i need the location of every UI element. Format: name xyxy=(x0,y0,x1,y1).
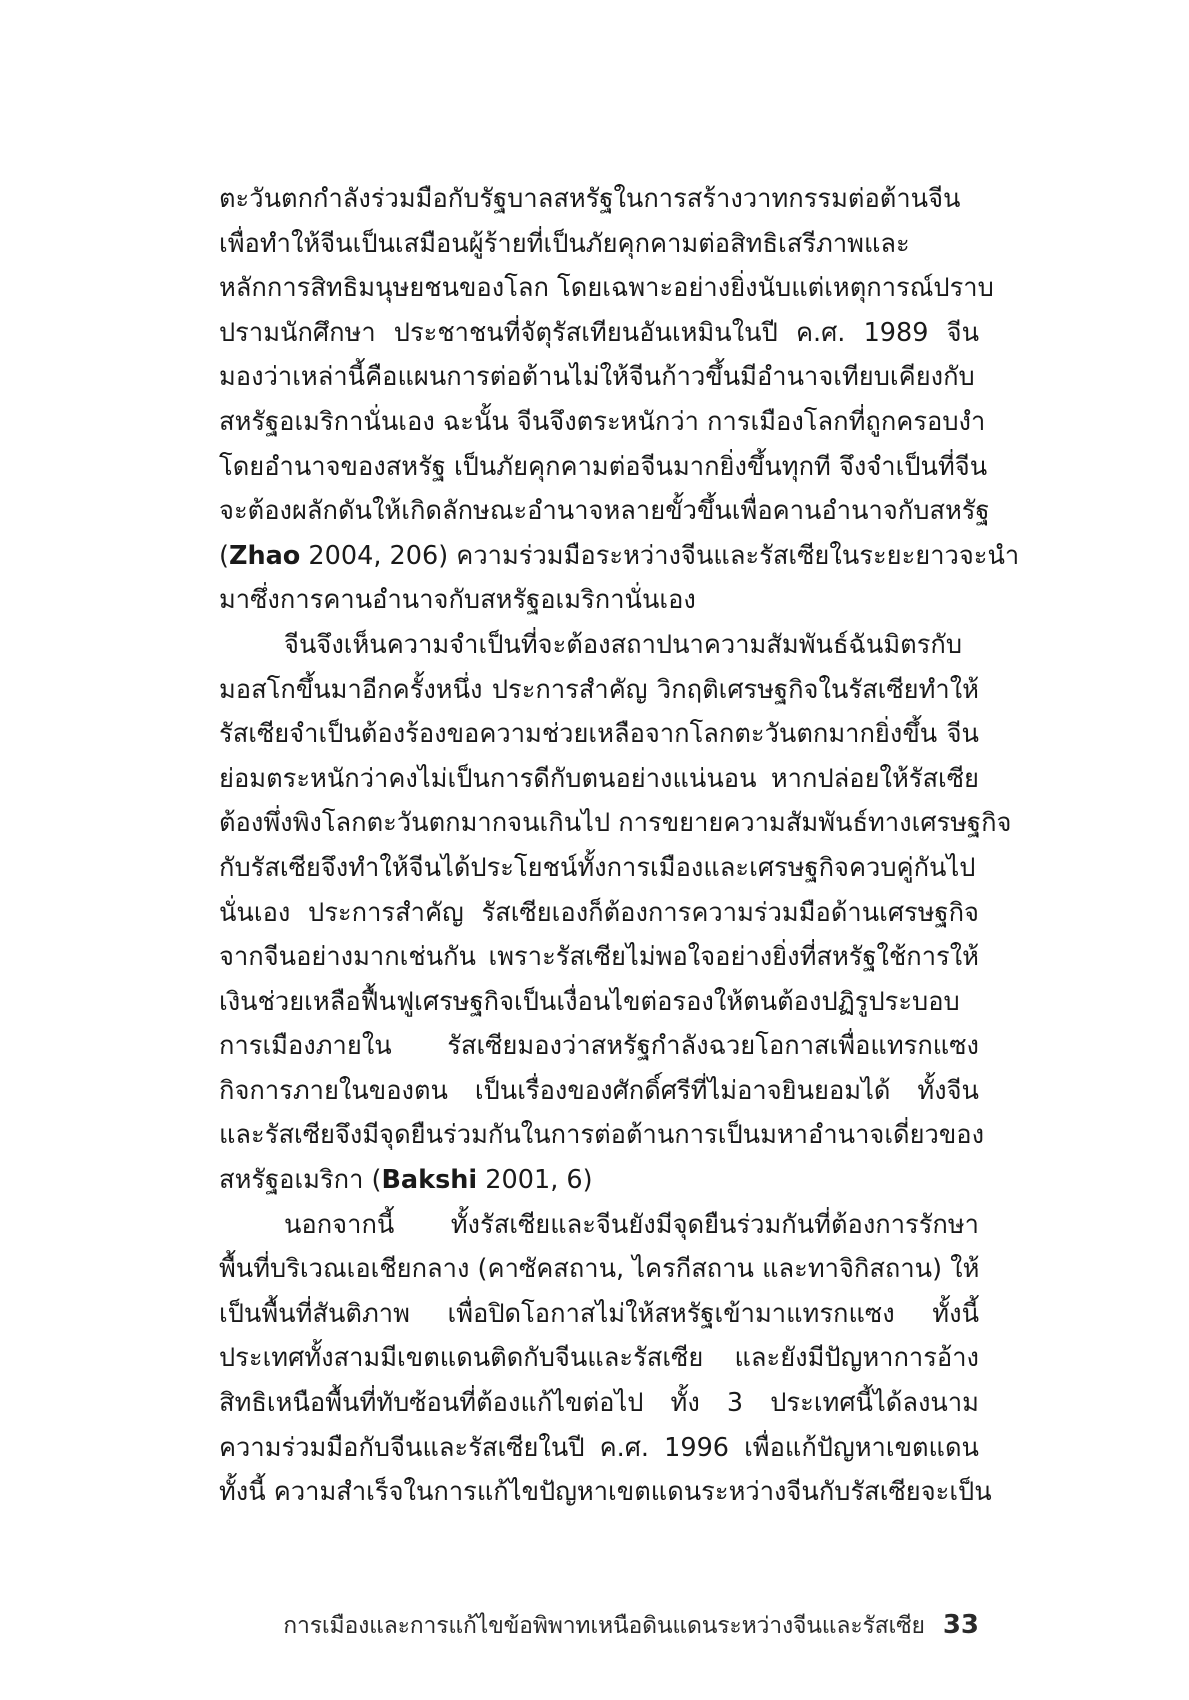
text-line xyxy=(219,578,979,623)
text-line xyxy=(219,891,979,936)
text-line xyxy=(219,445,988,490)
text-run: จะต้องผลักดันให้เกิดลักษณะอำนาจหลายขั้วขึ้นเพื่อคานอำนาจกับสหรัฐ xyxy=(219,496,990,527)
text-run: สหรัฐอเมริกา ( xyxy=(219,1165,382,1196)
text-run: นอกจากนี้ ทั้งรัสเซียและจีนยังมีจุดยืนร่วมกันที่ต้องการรักษา xyxy=(284,1209,979,1240)
text-run: มอสโกขึ้นมาอีกครั้งหนึ่ง ประการสำคัญ วิกฤติเศรษฐกิจในรัสเซียทำให้ xyxy=(219,674,979,705)
text-run: ทั้งนี้ ความสำเร็จในการแก้ไขปัญหาเขตแดนระหว่างจีนกับรัสเซียจะเป็น xyxy=(219,1477,992,1508)
text-run: จากจีนอย่างมากเช่นกัน เพราะรัสเซียไม่พอใจอย่างยิ่งที่สหรัฐใช้การให้ xyxy=(219,942,979,973)
citation-author: Zhao xyxy=(228,540,301,571)
text-run: ตะวันตกกำลังร่วมมือกับรัฐบาลสหรัฐในการสร้างวาทกรรมต่อต้านจีน xyxy=(219,184,961,214)
citation-author: Bakshi xyxy=(381,1165,478,1196)
text-run: ประเทศทั้งสามมีเขตแดนติดกับจีนและรัสเซีย และยังมีปัญหาการอ้าง xyxy=(219,1343,979,1374)
text-line xyxy=(219,311,979,356)
paragraph xyxy=(219,1203,992,1515)
text-line xyxy=(219,623,979,668)
text-run: 2004, 206) ความร่วมมือระหว่างจีนและรัสเซียในระยะยาวจะนำ xyxy=(300,540,1020,571)
text-line xyxy=(219,935,979,980)
text-line xyxy=(219,1158,979,1203)
footer-title: การเมืองและการแก้ไขข้อพิพาทเหนือดินแดนระหว่างจีนและรัสเซีย xyxy=(283,1613,925,1639)
text-line xyxy=(219,757,979,802)
page-number: 33 xyxy=(942,1610,979,1640)
text-run: รัสเซียจำเป็นต้องร้องขอความช่วยเหลือจากโลกตะวันตกมากยิ่งขึ้น จีน xyxy=(219,719,979,750)
text-run: ปรามนักศึกษา ประชาชนที่จัตุรัสเทียนอันเหมินในปี ค.ศ. 1989 จีน xyxy=(219,317,979,348)
text-line xyxy=(219,177,979,222)
text-run: จีนจึงเห็นความจำเป็นที่จะต้องสถาปนาความสัมพันธ์ฉันมิตรกับ xyxy=(284,629,963,660)
text-run: สิทธิเหนือพื้นที่ทับซ้อนที่ต้องแก้ไขต่อไป ทั้ง 3 ประเทศนี้ได้ลงนาม xyxy=(219,1388,979,1419)
text-line xyxy=(219,1426,979,1471)
text-run: พื้นที่บริเวณเอเชียกลาง (คาซัคสถาน, ไครกีสถาน และทาจิกิสถาน) ให้ xyxy=(219,1254,980,1285)
text-line xyxy=(219,1113,985,1158)
text-run: การเมืองภายใน รัสเซียมองว่าสหรัฐกำลังฉวยโอกาสเพื่อแทรกแซง xyxy=(219,1031,979,1062)
text-run: และรัสเซียจึงมีจุดยืนร่วมกันในการต่อต้านการเป็นมหาอำนาจเดี่ยวของ xyxy=(219,1120,985,1151)
text-run: ย่อมตระหนักว่าคงไม่เป็นการดีกับตนอย่างแน่นอน หากปล่อยให้รัสเซีย xyxy=(219,763,979,794)
text-line xyxy=(219,668,979,713)
running-footer xyxy=(283,1608,979,1648)
text-line xyxy=(219,712,979,757)
text-line xyxy=(219,489,990,534)
text-run: เงินช่วยเหลือฟื้นฟูเศรษฐกิจเป็นเงื่อนไขต่อรองให้ตนต้องปฏิรูประบอบ xyxy=(219,986,960,1017)
paragraph xyxy=(219,623,1012,1203)
text-run: กิจการภายในของตน เป็นเรื่องของศักดิ์ศรีที่ไม่อาจยินยอมได้ ทั้งจีน xyxy=(219,1075,979,1106)
text-line xyxy=(219,1203,979,1248)
text-line xyxy=(219,1069,979,1114)
text-run: มาซึ่งการคานอำนาจกับสหรัฐอเมริกานั่นเอง xyxy=(219,585,696,616)
text-run: หลักการสิทธิมนุษยชนของโลก โดยเฉพาะอย่างยิ่งนับแต่เหตุการณ์ปราบ xyxy=(219,273,994,304)
text-line xyxy=(219,801,1012,846)
text-line xyxy=(219,846,979,891)
text-run: โดยอำนาจของสหรัฐ เป็นภัยคุกคามต่อจีนมากยิ่งขึ้นทุกที จึงจำเป็นที่จีน xyxy=(219,451,988,482)
text-line xyxy=(219,1470,992,1515)
text-run: มองว่าเหล่านี้คือแผนการต่อต้านไม่ให้จีนก้าวขึ้นมีอำนาจเทียบเคียงกับ xyxy=(219,362,975,393)
text-line xyxy=(219,1292,979,1337)
text-run: กับรัสเซียจึงทำให้จีนได้ประโยชน์ทั้งการเมืองและเศรษฐกิจควบคู่กันไป xyxy=(219,852,976,883)
body-text xyxy=(219,177,1020,1515)
text-run: นั่นเอง ประการสำคัญ รัสเซียเองก็ต้องการความร่วมมือด้านเศรษฐกิจ xyxy=(219,897,979,928)
text-line xyxy=(219,980,979,1025)
text-line xyxy=(219,534,1020,579)
text-run: 2001, 6) xyxy=(477,1165,593,1196)
text-run: ต้องพึ่งพิงโลกตะวันตกมากจนเกินไป การขยายความสัมพันธ์ทางเศรษฐกิจ xyxy=(219,808,1012,839)
text-run: เพื่อทำให้จีนเป็นเสมือนผู้ร้ายที่เป็นภัยคุกคามต่อสิทธิเสรีภาพและ xyxy=(219,228,910,259)
text-line xyxy=(219,1381,979,1426)
text-run: เป็นพื้นที่สันติภาพ เพื่อปิดโอกาสไม่ให้สหรัฐเข้ามาแทรกแซง ทั้งนี้ xyxy=(219,1298,979,1329)
text-line xyxy=(219,1024,979,1069)
paragraph xyxy=(219,177,1020,623)
text-line xyxy=(219,355,979,400)
text-line xyxy=(219,266,994,311)
text-run: ( xyxy=(219,540,229,571)
text-line xyxy=(219,400,986,445)
text-line xyxy=(219,1336,979,1381)
text-run: สหรัฐอเมริกานั่นเอง ฉะนั้น จีนจึงตระหนักว่า การเมืองโลกที่ถูกครอบงำ xyxy=(219,406,986,437)
text-run: ความร่วมมือกับจีนและรัสเซียในปี ค.ศ. 1996 เพื่อแก้ปัญหาเขตแดน xyxy=(219,1432,979,1463)
text-line xyxy=(219,222,979,267)
text-line xyxy=(219,1247,979,1292)
